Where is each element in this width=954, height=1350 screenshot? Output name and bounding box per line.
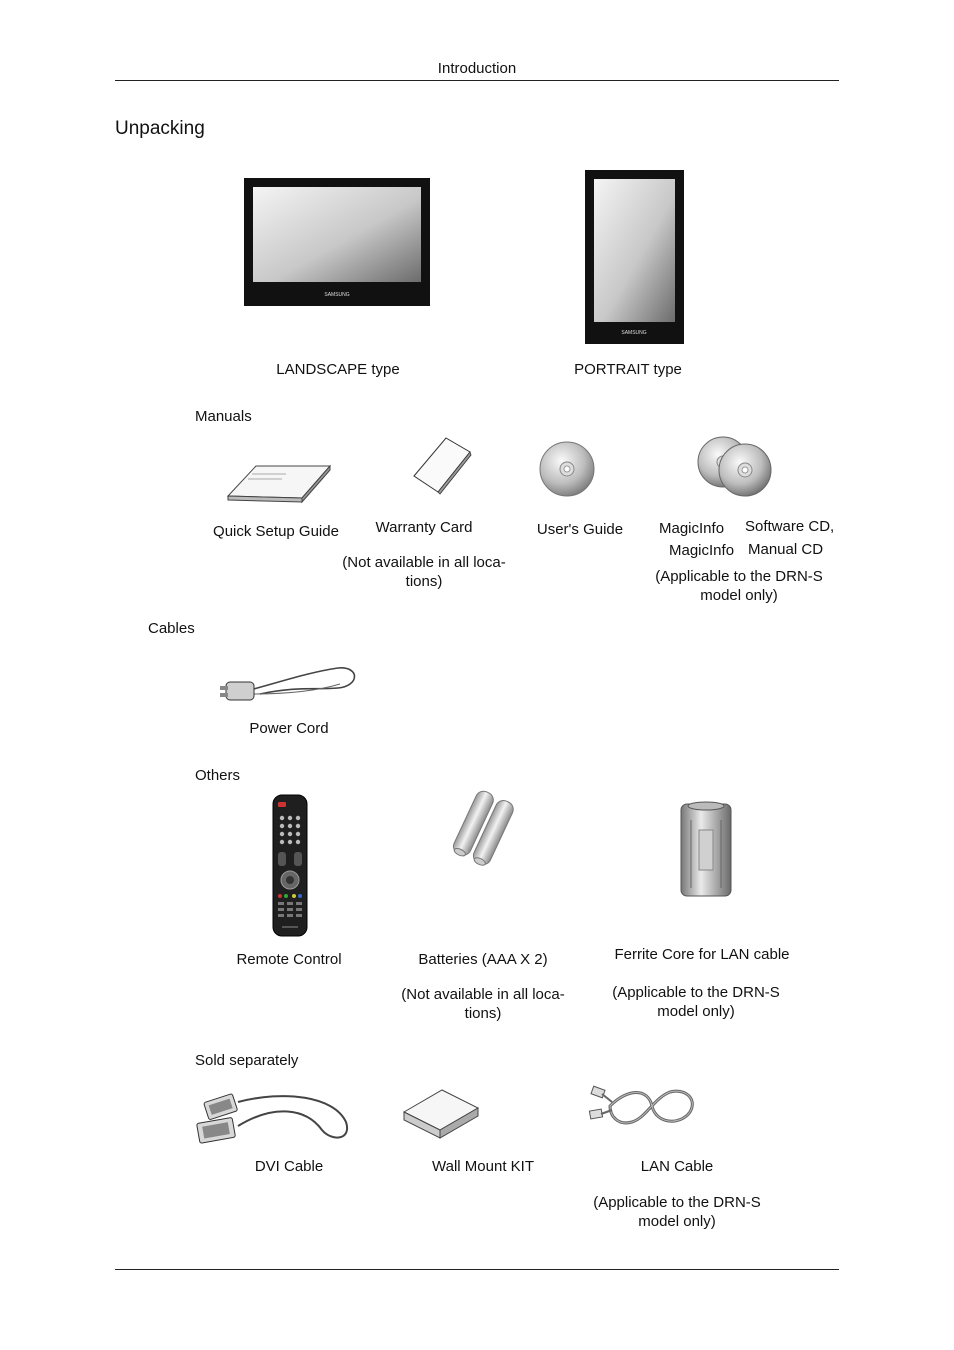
header-divider (115, 80, 839, 81)
remote-control-image (272, 794, 308, 937)
sold-separately-heading: Sold separately (195, 1052, 299, 1069)
users-guide-label: User's Guide (536, 521, 624, 538)
magicinfo-manual-cd-label: Manual CD (748, 541, 824, 558)
lan-cable-note-line1: (Applicable to the DRN-S (593, 1194, 761, 1211)
portrait-label-type: type (649, 361, 682, 378)
power-cord-image (220, 664, 358, 708)
batteries-image (446, 790, 520, 872)
portrait-label (574, 360, 682, 379)
batteries-label: Batteries (AAA X 2) (418, 951, 548, 968)
ferrite-core-image (679, 800, 733, 900)
landscape-monitor-image (244, 178, 430, 306)
warranty-card-note-line2: tions) (405, 573, 443, 590)
brand-logo: SAMSUNG (324, 292, 350, 298)
wall-mount-kit-label: Wall Mount KIT (432, 1158, 534, 1175)
ferrite-core-note-line1: (Applicable to the DRN-S (612, 984, 780, 1001)
warranty-card-image (412, 436, 474, 494)
magicinfo-note-line2: model only) (700, 587, 778, 604)
landscape-label (276, 360, 399, 379)
ferrite-core-label: Ferrite Core for LAN cable (614, 946, 790, 963)
batteries-note-line2: tions) (464, 1005, 502, 1022)
quick-setup-guide-image (226, 458, 332, 504)
magicinfo-name-1: MagicInfo (659, 520, 725, 537)
batteries-note-line1: (Not available in all loca- (401, 986, 565, 1003)
magicinfo-name-2: MagicInfo (669, 542, 735, 559)
section-title: Unpacking (115, 118, 205, 139)
lan-cable-label: LAN Cable (640, 1158, 714, 1175)
ferrite-core-note-line2: model only) (657, 1003, 735, 1020)
portrait-label-name: PORTRAIT (574, 361, 650, 378)
wall-mount-kit-image (402, 1086, 480, 1140)
portrait-monitor-image (585, 170, 684, 344)
landscape-label-name: LANDSCAPE (276, 361, 368, 378)
magicinfo-software-cd-label: Software CD, (745, 518, 835, 535)
landscape-label-type: type (367, 361, 400, 378)
warranty-card-note-line1: (Not available in all loca- (342, 554, 506, 571)
magicinfo-note-line1: (Applicable to the DRN-S (655, 568, 823, 585)
cables-heading: Cables (148, 620, 195, 637)
others-heading: Others (195, 767, 241, 784)
page-header-title: Introduction (437, 60, 517, 77)
users-guide-cd-image (539, 440, 597, 498)
dvi-cable-label: DVI Cable (254, 1158, 324, 1175)
lan-cable-image (588, 1084, 700, 1130)
warranty-card-label: Warranty Card (375, 519, 473, 536)
dvi-cable-image (194, 1086, 354, 1146)
remote-control-label: Remote Control (236, 951, 342, 968)
lan-cable-note-line2: model only) (638, 1213, 716, 1230)
footer-divider (115, 1269, 839, 1270)
magicinfo-cds-image (697, 434, 775, 500)
power-cord-label: Power Cord (249, 720, 329, 737)
quick-setup-guide-label: Quick Setup Guide (213, 523, 339, 540)
brand-logo: SAMSUNG (621, 330, 647, 336)
manuals-heading: Manuals (195, 408, 252, 425)
